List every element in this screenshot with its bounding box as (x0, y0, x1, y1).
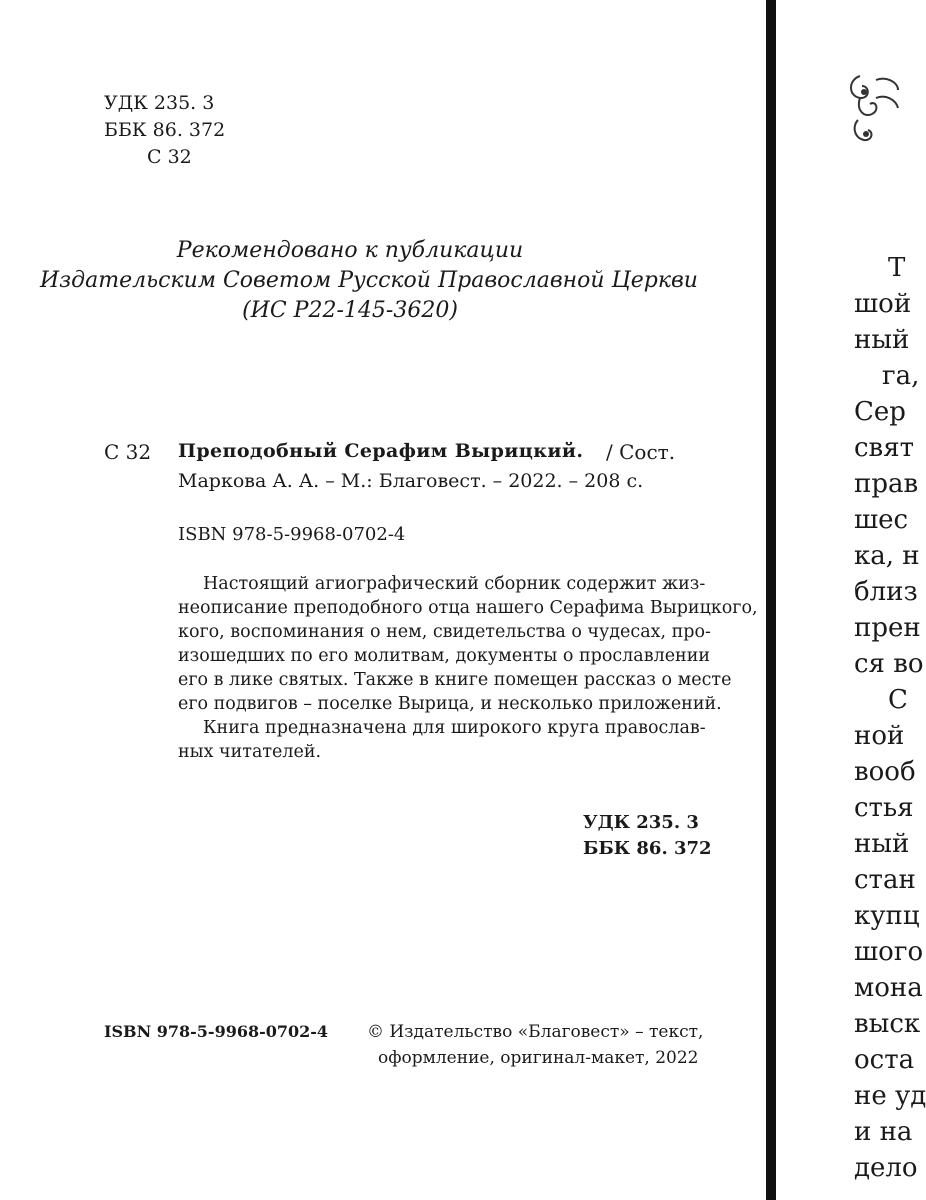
right-text-line: С (888, 685, 908, 715)
right-text-line: дело (854, 1153, 918, 1183)
entry-line-2: Маркова А. А. – М.: Благовест. – 2022. – 208 с. (178, 470, 644, 492)
footer-isbn: ISBN 978-5-9968-0702-4 (104, 1022, 329, 1041)
udk-code: УДК 235. 3 (104, 92, 215, 114)
author-mark: С 32 (147, 146, 192, 168)
book-spine (766, 0, 776, 1200)
right-text-line: не уд (854, 1081, 926, 1111)
right-text-line: прен (854, 613, 921, 643)
right-text-line: и на (854, 1117, 913, 1147)
right-text-line: шого (854, 937, 924, 967)
recommendation-line-1: Рекомендовано к публикации (176, 238, 524, 263)
right-text-line: купц (854, 901, 920, 931)
right-text-line: га, (882, 361, 920, 391)
right-text-line: оста (854, 1045, 915, 1075)
right-text-line: ный (854, 829, 910, 859)
right-text-line: стан (854, 865, 916, 895)
right-text-line: ный (854, 325, 910, 355)
book-title: Преподобный Серафим Вырицкий. (178, 440, 584, 462)
copyright-line-1: © Издательство «Благовест» – текст, (367, 1022, 704, 1042)
entry-isbn: ISBN 978-5-9968-0702-4 (178, 524, 406, 545)
right-text-line: Т (888, 253, 906, 283)
right-text-line: выск (854, 1009, 921, 1039)
right-text-line: близ (854, 577, 918, 607)
right-text-line: ся во (854, 649, 924, 679)
right-text-line: вооб (854, 757, 916, 787)
copyright-line-2: оформление, оригинал-макет, 2022 (378, 1048, 699, 1068)
ornament-icon (846, 68, 900, 148)
recommendation-line-3: (ИС Р22-145-3620) (242, 298, 458, 323)
right-text-line: стья (854, 793, 914, 823)
recommendation-line-2: Издательским Советом Русской Православной Церкви (40, 268, 698, 293)
abstract-line: Книга предназначена для широкого круга православ- (203, 718, 706, 738)
footer-bbk-code: ББК 86. 372 (583, 838, 712, 859)
footer-udk-code: УДК 235. 3 (583, 812, 699, 833)
right-text-line: свят (854, 433, 914, 463)
entry-code: С 32 (104, 440, 152, 464)
abstract-line: Настоящий агиографический сборник содержит жиз- (203, 574, 706, 594)
right-page (776, 0, 926, 1200)
abstract-line: неописание преподобного отца нашего Серафима Вырицкого, (178, 598, 758, 618)
right-text-line: шой (854, 289, 912, 319)
right-text-line: ной (854, 721, 905, 751)
right-text-line: прав (854, 469, 919, 499)
bbk-code: ББК 86. 372 (104, 119, 226, 141)
abstract-line: его в лике святых. Также в книге помещен рассказ о месте (178, 670, 732, 690)
right-text-line: шес (854, 505, 909, 535)
abstract-line: его подвигов – поселке Вырица, и несколько приложений. (178, 694, 722, 714)
abstract-line: изошедших по его молитвам, документы о прославлении (178, 646, 711, 666)
entry-line-1-rest: / Сост. (606, 440, 676, 464)
right-text-line: Сер (854, 397, 906, 427)
right-text-line: мона (854, 973, 923, 1003)
right-text-line: ка, н (854, 541, 920, 571)
abstract-line: ных читателей. (178, 742, 322, 762)
abstract-line: кого, воспоминания о нем, свидетельства о чудесах, про- (178, 622, 711, 642)
